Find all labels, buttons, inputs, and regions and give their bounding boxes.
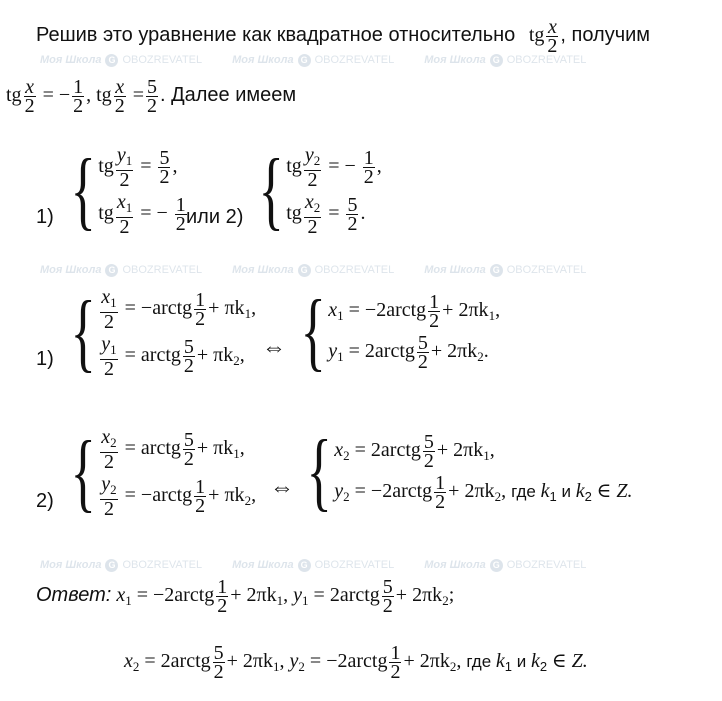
system-arctg-case-1-right: { $x_1$ = −2arctg $\frac{1}{2}$ + $2\pi k_1$, $y_1$ = 2arctg $\frac{5}{2}$ + $2\pi k_2$. <box>300 283 501 380</box>
watermark-logo-icon: G <box>105 559 118 572</box>
system-tg-case-1: { tg $\frac{y_1}{2}$ = $\frac{5}{2}$ , tg $\frac{x_1}{2}$ = − $\frac{1}{2}$ <box>62 146 189 236</box>
watermark-item: Моя Школа G OBOZREVATEL <box>40 264 203 276</box>
watermark-item: Моя Школа G OBOZREVATEL <box>232 559 395 571</box>
watermark-item: Моя Школа G OBOZREVATEL <box>424 54 587 66</box>
answer-line-2: $x_2$ = 2arctg $\frac{5}{2}$ + $2\pi k_1$, $y_2$ = −2arctg $\frac{1}{2}$ + $2\pi k_2$, где $k_1$ и $k_2$ ∈ Z. <box>124 642 588 683</box>
watermark-logo-icon: G <box>298 559 311 572</box>
watermark-item: Моя Школа G OBOZREVATEL <box>40 54 203 66</box>
equation-row: $\frac{x_1}{2}$ = −arctg $\frac{1}{2}$ + $\pi k_1$, <box>101 286 257 333</box>
system-arctg-case-2-left: { $\frac{x_2}{2}$ = arctg $\frac{5}{2}$ + $\pi k_1$, $\frac{y_2}{2}$ = −arctg $\frac{1}{2}$ + $\pi k_2$, <box>70 424 257 521</box>
where-clause: где $k_1$ и $k_2$ ∈ Z. <box>511 480 633 505</box>
equation-row: $\frac{x_2}{2}$ = arctg $\frac{5}{2}$ + $\pi k_1$, <box>101 426 245 473</box>
equation-row: $x_2$ = 2arctg $\frac{5}{2}$ + $2\pi k_1$, <box>334 431 495 472</box>
equation-row: tg $\frac{x_1}{2}$ = − $\frac{1}{2}$ <box>98 191 186 238</box>
or-case-label: или 2) <box>186 206 244 228</box>
intro-formula: tg $\frac{x}{2}$ <box>528 16 558 57</box>
system-arctg-case-1-left: { $\frac{x_1}{2}$ = −arctg $\frac{1}{2}$ + $\pi k_1$, $\frac{y_1}{2}$ = arctg $\frac{5}{2}$ + $\pi k_2$, <box>70 284 257 381</box>
watermark-logo-icon: G <box>490 559 503 572</box>
watermark-item: Моя Школа G OBOZREVATEL <box>232 264 395 276</box>
watermark-item: Моя Школа G OBOZREVATEL <box>40 559 203 571</box>
case-label-1b: 1) <box>36 348 54 370</box>
watermark-row <box>0 260 722 280</box>
watermark-logo-icon: G <box>298 54 311 67</box>
watermark-item: Моя Школа G OBOZREVATEL <box>424 559 587 571</box>
equation-row: tg $\frac{y_1}{2}$ = $\frac{5}{2}$ , <box>98 144 178 191</box>
system-arctg-case-2-right: { $x_2$ = 2arctg $\frac{5}{2}$ + $2\pi k_1$, $y_2$ = −2arctg $\frac{1}{2}$ + $2\pi k_2$, где $k_1$ и $k_2$ ∈ Z. <box>306 423 633 520</box>
watermark-logo-icon: G <box>298 264 311 277</box>
equation-row: $x_1$ = −2arctg $\frac{1}{2}$ + $2\pi k_1$, <box>328 291 501 332</box>
case-label-1: 1) <box>36 206 54 228</box>
equation-row: $y_2$ = −2arctg $\frac{1}{2}$ + $2\pi k_2$, где $k_1$ и $k_2$ ∈ Z. <box>334 472 633 513</box>
watermark-item: Моя Школа G OBOZREVATEL <box>424 264 587 276</box>
equation-row: $y_1$ = 2arctg $\frac{5}{2}$ + $2\pi k_2$. <box>328 332 489 373</box>
intro-tail: , получим <box>560 24 651 47</box>
watermark-item: Моя Школа G OBOZREVATEL <box>232 54 395 66</box>
watermark-logo-icon: G <box>490 54 503 67</box>
watermark-row <box>0 555 722 575</box>
answer-label: Ответ: <box>36 584 112 607</box>
equation-row: $\frac{y_1}{2}$ = arctg $\frac{5}{2}$ + $\pi k_2$, <box>101 333 245 380</box>
intro-line <box>36 18 650 55</box>
intro-text: Решив это уравнение как квадратное относительно <box>36 24 516 47</box>
tangent-values-line: tg $\frac{x}{2}$ = − $\frac{1}{2}$ , tg $\frac{x}{2}$ = $\frac{5}{2}$ . Далее имеем <box>6 76 297 117</box>
equation-row: tg $\frac{x_2}{2}$ = $\frac{5}{2}$ . <box>286 191 366 238</box>
equation-row: tg $\frac{y_2}{2}$ = − $\frac{1}{2}$ , <box>286 144 382 191</box>
watermark-logo-icon: G <box>105 264 118 277</box>
watermark-logo-icon: G <box>105 54 118 67</box>
watermark-logo-icon: G <box>490 264 503 277</box>
equation-row: $\frac{y_2}{2}$ = −arctg $\frac{1}{2}$ + $\pi k_2$, <box>101 473 257 520</box>
equivalence-icon: ⇔ <box>270 474 294 501</box>
system-tg-case-2: { tg $\frac{y_2}{2}$ = − $\frac{1}{2}$ , tg $\frac{x_2}{2}$ = $\frac{5}{2}$ . <box>258 142 382 239</box>
equivalence-icon: ⇔ <box>262 334 286 361</box>
where-clause: где $k_1$ и $k_2$ ∈ Z. <box>466 650 588 675</box>
answer-line-1: Ответ: $x_1$ = −2arctg $\frac{1}{2}$ + $2\pi k_1$, $y_1$ = 2arctg $\frac{5}{2}$ + $2\pi k_2$; <box>36 576 455 617</box>
case-label-2: 2) <box>36 490 54 512</box>
